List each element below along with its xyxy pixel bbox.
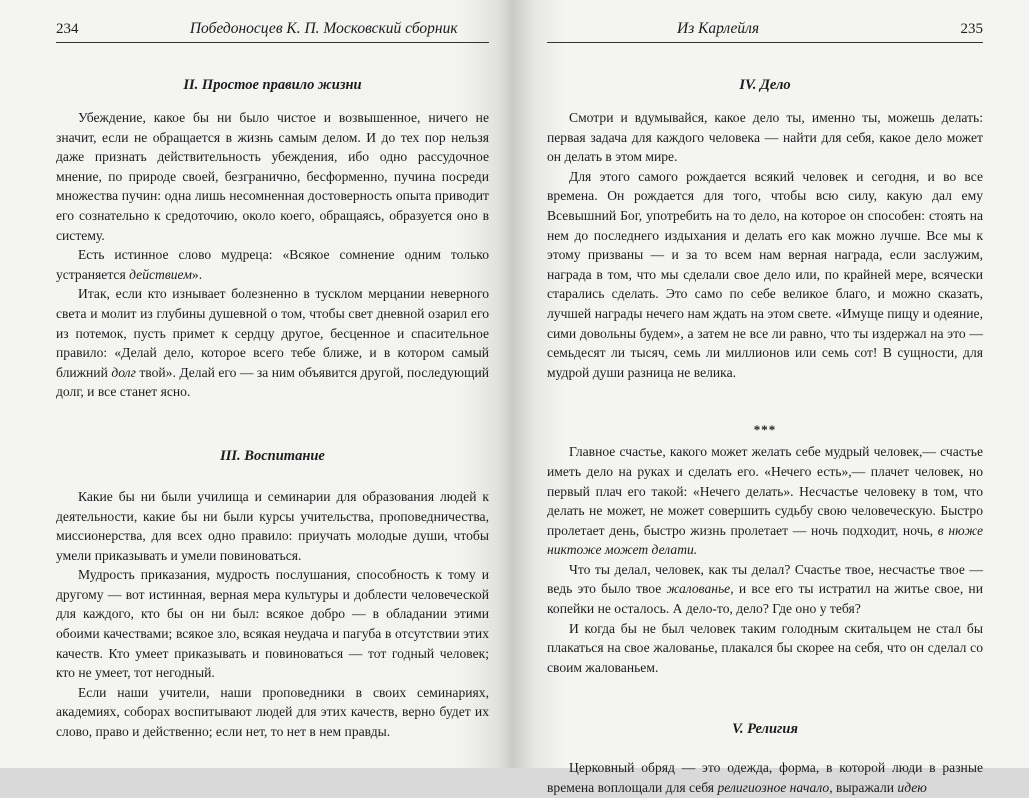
right-page-number: 235 (960, 21, 983, 37)
left-running-head (56, 20, 489, 43)
paragraph: Смотри и вдумывайся, какое дело ты, именно ты, можешь делать: первая задача для каждого человека — найти для себя, какое дело может он делать в этом мире. (547, 110, 983, 165)
section-divider-stars: *** (753, 422, 777, 438)
paragraph: Если наши учители, наши проповедники в своих семинариях, академиях, соборах воспитывают людей для этих качеств, верно будет их слово, право и действенно; если нет, то нет в нем правды. (56, 684, 489, 740)
right-running-title: Из Карлейля (677, 20, 760, 37)
paragraph: Что ты делал, человек, как ты делал? Счастье твое, несчастье твое — ведь это было твое жалованье, и все его ты истратил на житье свое, ни копейки не осталось. А дело-то, дело? Где оно у тебя? (547, 561, 983, 617)
paragraph: Убеждение, какое бы ни было чистое и возвышенное, ничего не значит, если не обращается в жизнь самым делом. И до тех пор нельзя даже признать действительность убеждения, ибо одно рассудочное мнение, по природе своей, безгранично, бесформенно, пучина посреди множества пучин: одна лишь несомненная достоверность опыта приводит его сознательно к средоточию, около коего, обращаясь, образуется оно в систему. (56, 110, 489, 243)
right-page (513, 0, 1029, 796)
paragraph: Для этого самого рождается всякий человек и сегодня, и во все времена. Он рождается для того, чтобы всю силу, какую дал ему Всевышний Бог, употребить на то дело, на которое он способен: стоять на нем до последнего издыхания и делать его как можно лучше. Все мы к этому призваны — и за то всем нам верная награда, если заслужим, награда в том, что мы сделали свое дело или, по крайней мере, всячески старались сделать. Это само по себе великое благо, и можно сказать, лучшей награды нечего нам ждать на этом свете. «Имуще пищу и одеяние, сими довольны будем», а затем не все ли равно, что ты издержал на это — семьдесят ли тысяч, семь ли миллионов или семь сот! В сущности, для мудрой души разница не велика. (547, 168, 983, 380)
section-title-v: V. Религия (732, 721, 798, 738)
section-title-ii: II. Простое правило жизни (183, 77, 362, 93)
paragraph: Есть истинное слово мудреца: «Всякое сомнение одним только устраняется действием». (56, 247, 489, 282)
section-title-iii: III. Воспитание (220, 447, 325, 464)
section-title-iv: IV. Дело (739, 77, 791, 93)
paragraph: Главное счастье, какого может желать себе мудрый человек,— счастье иметь дело на руках и сделать его. «Нечего есть»,— плачет человек, но первый плач его такой: «Нечего делать». Несчастье человеку в том, что делать не может, не может совершить судьбу свою человеческую. Быстро пролетает день, быстро жизнь пролетает — ночь подходит, ночь, в нюже никтоже может делати. (547, 444, 983, 558)
paragraph: Мудрость приказания, мудрость послушания, способность к тому и другому — вот истинная, верная мера культуры и доблести человеческой для каждого, кто бы он ни был: всякое добро — в обладании этими обоими качествами; всякое зло, всякая неудача и пагуба в отсутствии этих качеств. Кто умеет приказывать и повиноваться — тот годный человек; кто не умеет, тот негодный. (56, 567, 489, 681)
left-page-number: 234 (56, 21, 79, 37)
paragraph: Итак, если кто изнывает болезненно в тусклом мерцании неверного света и молит из глубины душевной о том, чтобы свет дневной озарил его из потемок, пусть примет к сердцу другое, бесценное и спасительное правило: «Делай дело, которое всего тебе ближе, и в котором самый ближний долг твой». Делай его — за ним объявится другой, последующий долг, и все станет ясно. (56, 286, 489, 400)
left-page (0, 0, 513, 768)
left-running-title: Победоносцев К. П. Московский сборник (189, 20, 458, 37)
paragraph: Церковный обряд — это одежда, форма, в которой люди в разные времена воплощали для себя религиозное начало, выражали идею (547, 760, 983, 796)
paragraph: И когда бы не был человек таким голодным скитальцем не стал бы плакаться на свое жалованье, плакался бы скорее на себя, что он сделал со своим жалованьем. (547, 620, 983, 675)
right-running-head (547, 20, 983, 43)
paragraph: Какие бы ни были училища и семинарии для образования людей к деятельности, какие бы ни были курсы учительства, проповедничества, миссионерства, для всех одно правило: приучать молодые души, чтобы умели приказывать и умели повиноваться. (56, 488, 489, 563)
